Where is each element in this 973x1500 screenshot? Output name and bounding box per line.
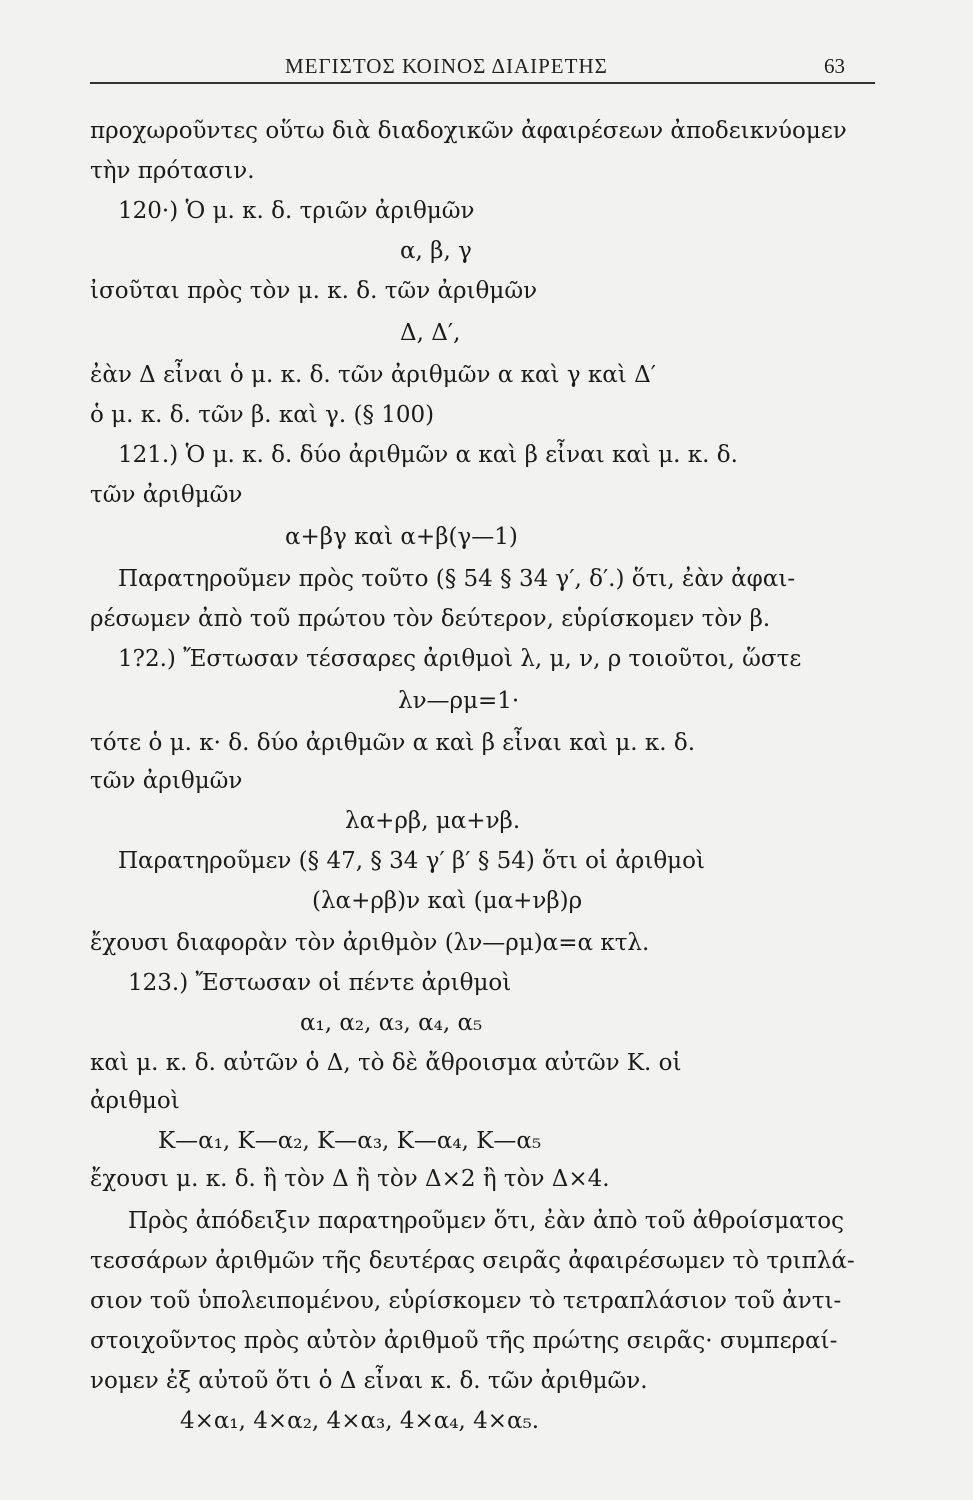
text-line: 120·) Ὁ μ. κ. δ. τριῶν ἀριθμῶν [118,198,475,224]
text-line: τῶν ἀριθμῶν [90,768,243,794]
text-line: ὁ μ. κ. δ. τῶν β. καὶ γ. (§ 100) [90,402,435,428]
header-rule [90,82,875,84]
text-line: τῶν ἀριθμῶν [90,482,243,508]
text-line: ἀριθμοὶ [90,1088,180,1114]
running-title: ΜΕΓΙΣΤΟΣ ΚΟΙΝΟΣ ΔΙΑΙΡΕΤΗΣ [285,54,608,78]
formula-line: (λα+ρβ)ν καὶ (μα+νβ)ρ [312,888,583,914]
text-line: ἔχουσι μ. κ. δ. ἢ τὸν Δ ἢ τὸν Δ×2 ἢ τὸν Δ×4. [90,1166,610,1192]
formula-line: Δ, Δ′, [400,320,461,346]
formula-line: λα+ρβ, μα+νβ. [345,808,521,834]
text-line: σιον τοῦ ὑπολειπομένου, εὑρίσκομεν τὸ τετραπλάσιον τοῦ ἀντι- [90,1288,842,1314]
text-line: νομεν ἐξ αὐτοῦ ὅτι ὁ Δ εἶναι κ. δ. τῶν ἀριθμῶν. [90,1368,648,1394]
formula-line: Κ—α₁, Κ—α₂, Κ—α₃, Κ—α₄, Κ—α₅ [158,1128,542,1154]
text-line: 1?2.) Ἔστωσαν τέσσαρες ἀριθμοὶ λ, μ, ν, ρ τοιοῦτοι, ὥστε [118,646,802,672]
text-line: ρέσωμεν ἀπὸ τοῦ πρώτου τὸν δεύτερον, εὑρίσκομεν τὸν β. [90,606,771,632]
formula-line: 4×α₁, 4×α₂, 4×α₃, 4×α₄, 4×α₅. [180,1408,540,1434]
text-line: ἰσοῦται πρὸς τὸν μ. κ. δ. τῶν ἀριθμῶν [90,278,538,304]
text-line: στοιχοῦντος πρὸς αὐτὸν ἀριθμοῦ τῆς πρώτης σειρᾶς· συμπεραί- [90,1328,838,1354]
text-line: τεσσάρων ἀριθμῶν τῆς δευτέρας σειρᾶς ἀφαιρέσωμεν τὸ τριπλά- [90,1248,855,1274]
text-line: τότε ὁ μ. κ· δ. δύο ἀριθμῶν α καὶ β εἶναι καὶ μ. κ. δ. [90,730,696,756]
text-line: ἐὰν Δ εἶναι ὁ μ. κ. δ. τῶν ἀριθμῶν α καὶ γ καὶ Δ′ [90,362,656,388]
formula-line: α+βγ καὶ α+β(γ—1) [285,524,518,550]
text-line: καὶ μ. κ. δ. αὐτῶν ὁ Δ, τὸ δὲ ἄθροισμα αὐτῶν Κ. οἱ [90,1050,682,1076]
text-line: 121.) Ὁ μ. κ. δ. δύο ἀριθμῶν α καὶ β εἶναι καὶ μ. κ. δ. [118,442,738,468]
text-line: 123.) Ἔστωσαν οἱ πέντε ἀριθμοὶ [128,970,512,996]
text-line: τὴν πρότασιν. [90,158,255,184]
formula-line: α, β, γ [400,238,472,264]
text-line: Πρὸς ἀπόδειξιν παρατηροῦμεν ὅτι, ἐὰν ἀπὸ τοῦ ἀθροίσματος [128,1208,845,1234]
formula-line: λν—ρμ=1· [398,688,520,714]
text-line: ἔχουσι διαφορὰν τὸν ἀριθμὸν (λν—ρμ)α=α κτλ. [90,930,650,956]
text-line: Παρατηροῦμεν (§ 47, § 34 γ′ β′ § 54) ὅτι οἱ ἀριθμοὶ [118,848,705,874]
page-number: 63 [824,54,845,78]
running-header [90,52,875,84]
formula-line: α₁, α₂, α₃, α₄, α₅ [300,1010,483,1036]
text-line: προχωροῦντες οὕτω διὰ διαδοχικῶν ἀφαιρέσεων ἀποδεικνύομεν [90,118,847,144]
text-line: Παρατηροῦμεν πρὸς τοῦτο (§ 54 § 34 γ′, δ′.) ὅτι, ἐὰν ἀφαι- [118,566,796,592]
